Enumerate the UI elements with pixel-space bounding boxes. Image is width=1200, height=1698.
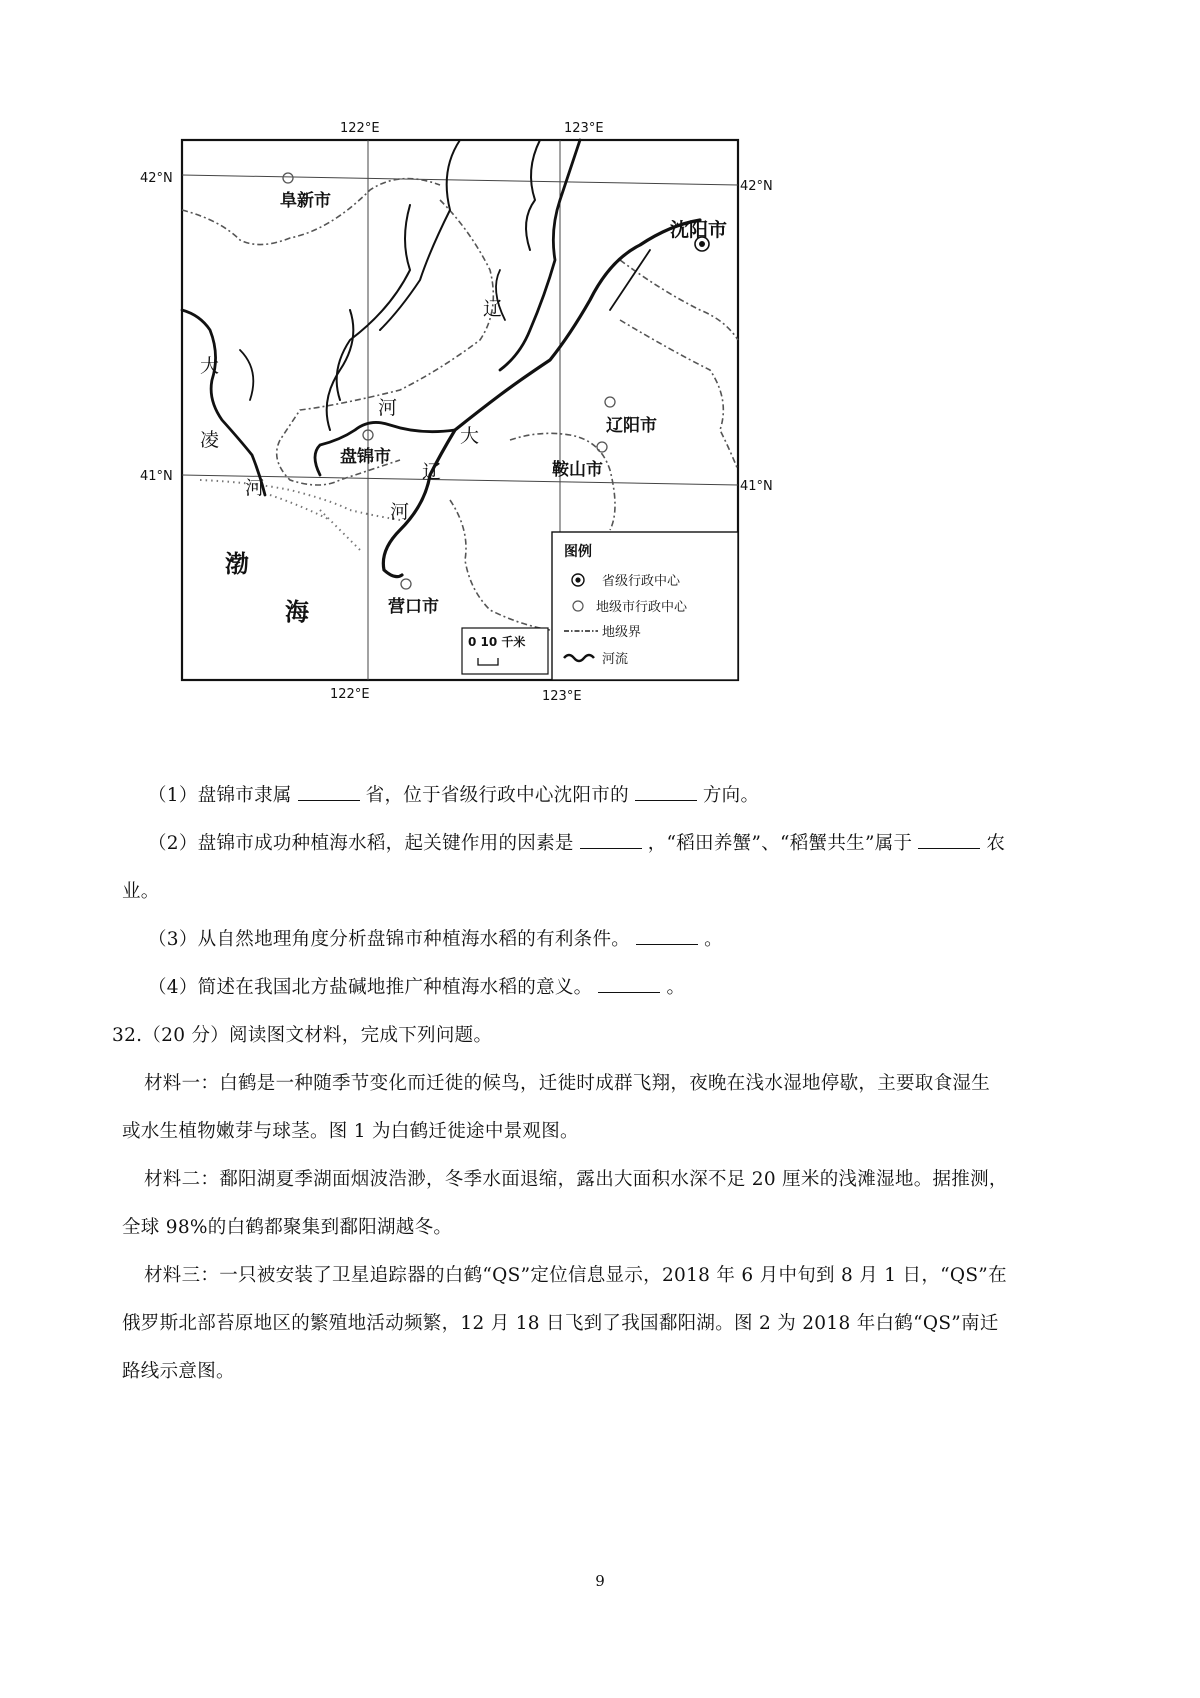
q3-part-a: （3）从自然地理角度分析盘锦市种植海水稻的有利条件。 [148,929,631,950]
river-dalinghe-char-1: 大 [200,355,220,377]
lat-label-right-41: 41°N [740,479,773,494]
legend-item-province-center: 省级行政中心 [602,574,681,589]
legend-item-river: 河流 [602,652,629,667]
q1-blank-1[interactable] [298,782,360,801]
q4-part-a: （4）简述在我国北方盐碱地推广种植海水稻的意义。 [148,977,593,998]
material-3-line-1: 材料三：一只被安装了卫星追踪器的白鹤“QS”定位信息显示，2018 年 6 月中旬到 8 月 1 日，“QS”在 [144,1265,1007,1286]
q3-blank-1[interactable] [636,926,698,945]
scale-bar [462,628,548,674]
q1-blank-2[interactable] [635,782,697,801]
lat-label-left-41: 41°N [140,469,173,484]
q1-part-a: （1）盘锦市隶属 [148,785,292,806]
q1-part-c: 方向。 [702,785,760,806]
city-fuxin: 阜新市 [280,191,331,211]
question-2 [148,830,1005,858]
sea-char-1: 渤 [225,550,249,578]
material-1-line-2: 或水生植物嫩芽与球茎。图 1 为白鹤迁徙途中景观图。 [122,1121,579,1142]
material-3-line-3: 路线示意图。 [122,1361,235,1382]
legend-title: 图例 [564,544,592,560]
q2-blank-1[interactable] [580,830,642,849]
river-daliao-char-1: 大 [460,425,480,447]
question-2-continued [122,878,160,906]
q4-blank-1[interactable] [598,974,660,993]
page-number: 9 [595,1572,605,1590]
lon-label-top-122: 122°E [340,121,380,136]
lat-label-right-42: 42°N [740,179,773,194]
question-1 [148,782,759,810]
question-3 [148,926,723,954]
river-daliao-char-3: 河 [390,501,410,523]
river-liao-char-1: 辽 [483,298,503,320]
q2-part-c: 农 [986,833,1006,854]
city-panjin: 盘锦市 [340,447,391,467]
q2-blank-2[interactable] [918,830,980,849]
river-liao-char-2: 河 [378,397,398,419]
material-1-line-1: 材料一：白鹤是一种随季节变化而迁徙的候鸟，迁徙时成群飞翔，夜晚在浅水湿地停歇，主要取食湿生 [144,1073,991,1094]
city-anshan: 鞍山市 [552,460,603,480]
liaoning-map [140,110,840,750]
lon-label-top-123: 123°E [564,121,604,136]
lon-label-bottom-122: 122°E [330,687,370,702]
sea-char-2: 海 [285,598,309,626]
material-2-line-1: 材料二：鄱阳湖夏季湖面烟波浩渺，冬季水面退缩，露出大面积水深不足 20 厘米的浅滩湿地。据推测， [144,1169,1008,1190]
river-dalinghe-char-3: 河 [245,477,265,499]
q4-part-b: 。 [666,977,686,998]
lat-label-left-42: 42°N [140,171,173,186]
lon-label-bottom-123: 123°E [542,689,582,704]
coastline [200,480,400,550]
scale-label: 0 10 千米 [468,635,526,649]
city-yingkou: 营口市 [388,597,439,617]
rivers [182,140,700,577]
city-shenyang: 沈阳市 [670,219,728,241]
q1-part-b: 省，位于省级行政中心沈阳市的 [365,785,629,806]
river-daliao-char-2: 辽 [422,461,442,483]
material-2-line-2: 全球 98%的白鹤都聚集到鄱阳湖越冬。 [122,1217,453,1238]
question-4 [148,974,685,1002]
legend-item-boundary: 地级界 [602,625,642,640]
legend-item-prefecture-center: 地级市行政中心 [596,600,688,615]
material-3-line-2: 俄罗斯北部苔原地区的繁殖地活动频繁，12 月 18 日飞到了我国鄱阳湖。图 2 为 2018 年白鹤“QS”南迁 [122,1313,999,1334]
map-legend [552,532,738,680]
city-liaoyang: 辽阳市 [606,416,657,436]
q2-part-b: ，“稻田养蟹”、“稻蟹共生”属于 [647,833,913,854]
river-dalinghe-char-2: 凌 [200,429,220,451]
question-32-heading: 32.（20 分）阅读图文材料，完成下列问题。 [112,1025,493,1046]
q3-part-b: 。 [704,929,723,950]
q2-part-a: （2）盘锦市成功种植海水稻，起关键作用的因素是 [148,833,574,854]
q2-part-d: 业。 [122,881,160,902]
